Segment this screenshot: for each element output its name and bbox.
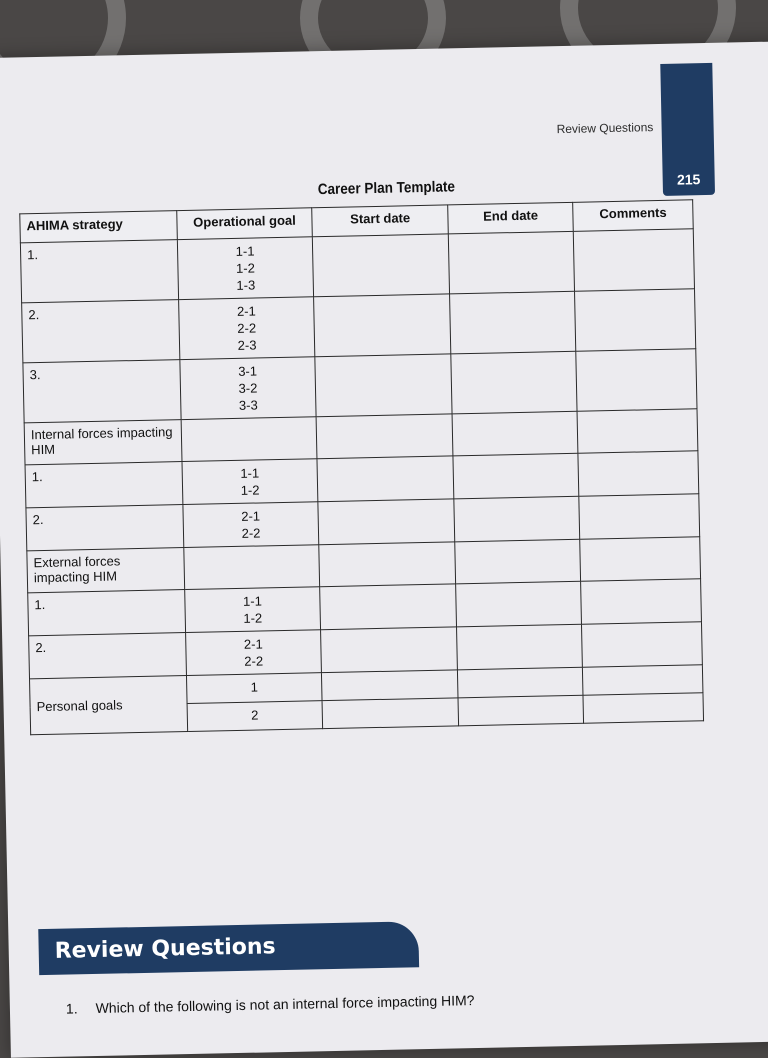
section-label-external-forces: External forces impacting HIM [27,548,185,593]
goal-cell [183,502,320,548]
comments-cell[interactable] [575,289,696,351]
review-questions-banner [38,921,419,975]
start-date-cell[interactable] [321,627,458,673]
goal-cell [185,630,322,676]
goal-cell [177,237,314,300]
end-date-cell[interactable] [455,539,581,584]
end-date-cell[interactable] [451,351,577,414]
start-date-cell[interactable] [318,499,455,545]
goal-cell [181,417,318,462]
end-date-cell[interactable] [448,231,574,294]
goal-item: 1-2 [235,260,256,276]
goal-cell [183,545,320,590]
goal-item: 3-2 [238,380,258,396]
end-date-cell[interactable] [458,667,584,698]
row-label: 2. [26,505,184,551]
end-date-cell[interactable] [450,291,576,354]
comments-cell[interactable] [577,409,698,453]
column-header-operational-goal: Operational goal [176,208,312,240]
end-date-cell[interactable] [456,581,582,627]
book-page [0,41,768,1058]
goal-cell [180,357,317,420]
goal-item: 1-1 [240,465,260,481]
comments-cell[interactable] [580,537,701,581]
review-questions-heading: Review Questions [54,934,276,964]
comments-cell[interactable] [576,349,697,411]
goal-item: 2-2 [241,525,261,541]
goal-item: 2 [251,707,259,723]
row-label: 1. [20,240,178,303]
comments-cell[interactable] [578,451,699,496]
table-title: Career Plan Template [317,178,456,199]
goal-item: 3-3 [238,397,258,413]
row-label: 3. [23,360,181,423]
comments-cell[interactable] [579,494,700,539]
start-date-cell[interactable] [314,294,451,357]
goal-cell [187,701,323,732]
section-label-internal-forces: Internal forces impacting HIM [24,420,182,465]
goal-item: 2-2 [237,320,257,336]
row-label: 2. [29,633,187,679]
start-date-cell[interactable] [320,584,457,630]
column-header-strategy: AHIMA strategy [20,211,177,243]
running-head: Review Questions [556,120,654,137]
page-number-tab [660,63,715,196]
goal-item: 1-1 [242,593,262,609]
row-label: 2. [22,300,180,363]
career-plan-table [19,199,704,735]
row-label: 1. [28,590,186,636]
goal-cell [182,459,319,505]
goal-item: 2-2 [244,653,264,669]
question-text: Which of the following is not an internal force impacting HIM? [95,992,475,1016]
end-date-cell[interactable] [452,411,578,456]
start-date-cell[interactable] [322,670,458,701]
goal-cell [186,673,322,704]
goal-item: 2-1 [241,508,261,524]
goal-item: 2-1 [243,636,263,652]
comments-cell[interactable] [581,579,702,624]
goal-item: 2-3 [237,337,257,353]
column-header-comments: Comments [573,200,693,232]
row-label: 1. [25,462,183,508]
goal-item: 2-1 [236,303,256,319]
goal-cell [178,297,315,360]
start-date-cell[interactable] [322,698,458,729]
start-date-cell[interactable] [319,542,456,587]
comments-cell[interactable] [583,665,703,696]
column-header-end-date: End date [448,202,574,234]
start-date-cell[interactable] [316,414,453,459]
question-number: 1. [65,1000,78,1017]
goal-item: 1-3 [236,277,256,293]
start-date-cell[interactable] [315,354,452,417]
question-1 [66,992,475,1017]
goal-cell [184,587,321,633]
end-date-cell[interactable] [457,624,583,670]
goal-item: 1-2 [240,482,260,498]
goal-item: 1-1 [235,243,255,259]
end-date-cell[interactable] [458,695,584,726]
comments-cell[interactable] [583,693,703,724]
comments-cell[interactable] [574,229,695,291]
goal-item: 1-2 [243,610,263,626]
goal-item: 1 [250,679,259,695]
start-date-cell[interactable] [317,456,454,502]
start-date-cell[interactable] [313,234,450,297]
page-number: 215 [676,171,701,188]
comments-cell[interactable] [582,622,703,667]
goal-item: 3-1 [238,363,258,379]
column-header-start-date: Start date [312,205,448,237]
end-date-cell[interactable] [454,496,580,542]
section-label-personal-goals: Personal goals [30,676,188,735]
end-date-cell[interactable] [453,453,579,499]
